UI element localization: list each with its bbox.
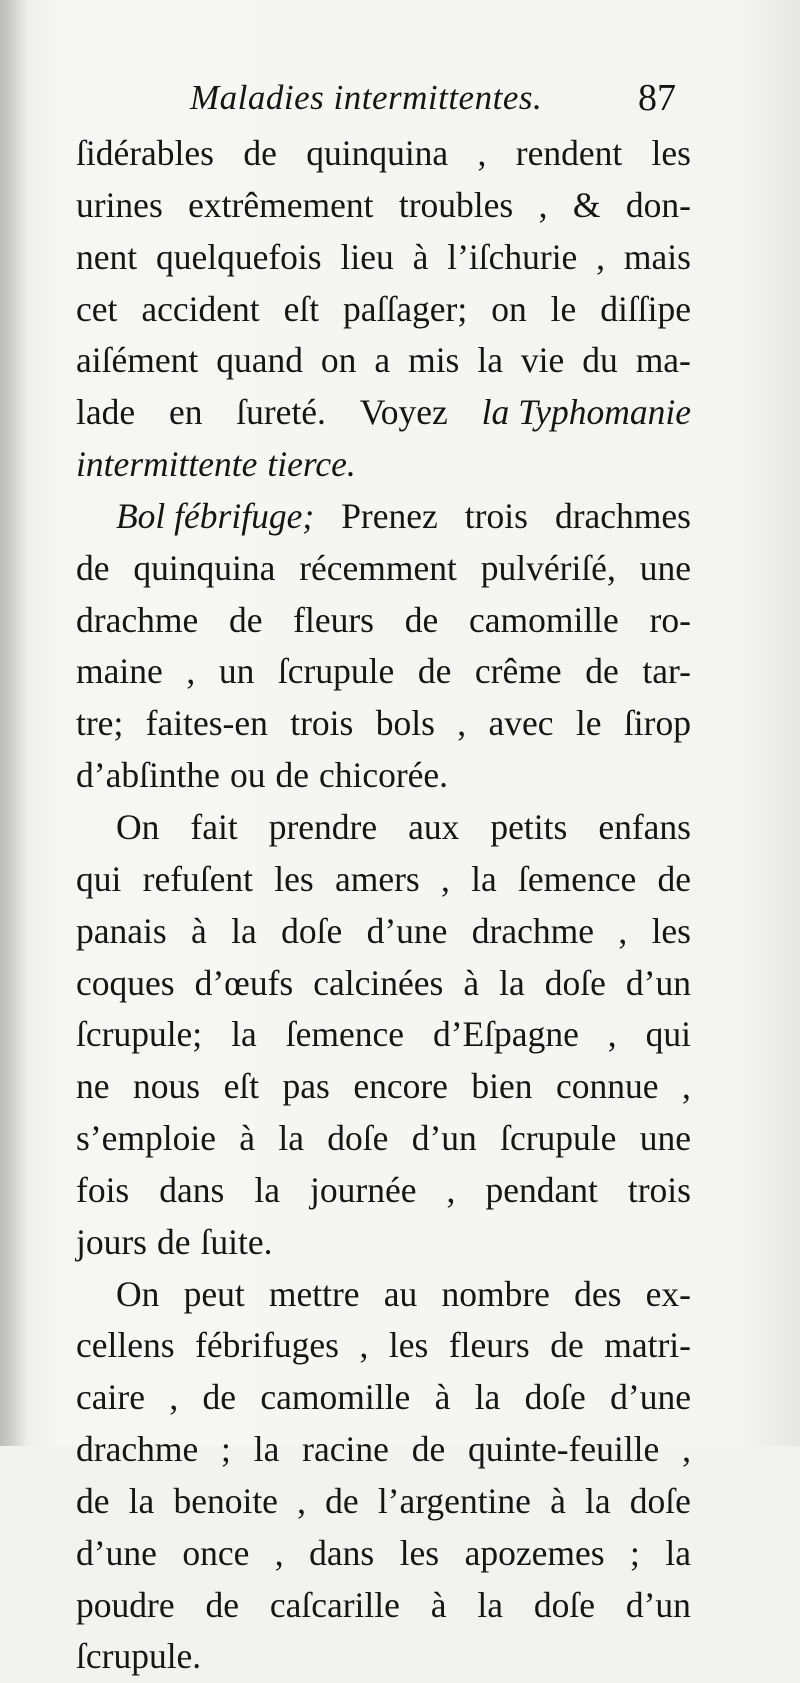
word: crême <box>474 651 562 692</box>
word: , <box>682 1429 691 1470</box>
word: , <box>186 651 196 692</box>
word: camomille <box>468 599 619 640</box>
word: , <box>297 1480 306 1521</box>
word: aux <box>408 806 460 847</box>
word: d’un <box>411 1118 477 1159</box>
word: ; <box>630 1532 640 1573</box>
word: tierce. <box>267 444 356 485</box>
word: dans <box>159 1169 225 1210</box>
word: troubles <box>398 184 514 225</box>
text-line <box>76 1424 691 1476</box>
page-number: 87 <box>638 77 676 119</box>
word: camomille <box>260 1377 411 1418</box>
word: trois <box>627 1169 691 1210</box>
word: de <box>657 858 691 899</box>
word: Voyez <box>359 392 448 433</box>
word: à <box>463 962 480 1003</box>
text-line <box>76 1528 691 1580</box>
word: connue <box>556 1066 659 1107</box>
word: la <box>499 962 525 1003</box>
text-line <box>76 1476 691 1528</box>
word: , <box>359 1325 369 1366</box>
word: d’abſinthe <box>76 755 220 796</box>
word: de <box>411 1429 446 1470</box>
word: , <box>169 1377 179 1418</box>
text-line <box>76 595 691 647</box>
word: & <box>572 184 601 225</box>
word: de <box>157 1221 191 1262</box>
word: la <box>278 1118 304 1159</box>
word: On <box>116 806 160 847</box>
word: vie <box>520 340 565 381</box>
word: ſemence <box>517 858 637 899</box>
word: à <box>550 1480 566 1521</box>
word: bols <box>375 703 435 744</box>
word: de <box>325 1480 359 1521</box>
word: pulvériſé, <box>480 547 616 588</box>
text-line <box>76 958 691 1010</box>
word: amers <box>334 858 420 899</box>
word: matri- <box>604 1325 691 1366</box>
word: à <box>434 1377 451 1418</box>
text-line <box>76 491 691 543</box>
word: lade <box>76 392 136 433</box>
text-line <box>76 180 691 232</box>
text-line <box>76 387 691 439</box>
word: doſe <box>281 910 343 951</box>
text-line <box>76 284 691 336</box>
word: ou <box>229 755 266 796</box>
word: panais <box>76 910 167 951</box>
word: , <box>682 1066 691 1107</box>
word: , <box>446 1169 456 1210</box>
word: extrêmement <box>188 184 374 225</box>
word: la Typhomanie <box>481 392 691 433</box>
spine-shadow <box>0 0 28 1446</box>
word: lieu <box>340 236 394 277</box>
word: journée <box>310 1169 417 1210</box>
word: de <box>417 651 452 692</box>
word: la <box>231 910 257 951</box>
word: a <box>374 340 391 381</box>
word: On <box>116 1273 160 1314</box>
word: aiſément <box>76 340 199 381</box>
word: les <box>651 910 691 951</box>
text-line <box>76 698 691 750</box>
word: cet <box>76 288 118 329</box>
word: quand <box>216 340 303 381</box>
word: de <box>585 651 619 692</box>
word: l’argentine <box>377 1480 531 1521</box>
word: cellens <box>76 1325 175 1366</box>
text-line <box>76 232 691 284</box>
word: les <box>399 1532 440 1573</box>
word: faites-en <box>145 703 268 744</box>
word: pendant <box>485 1169 598 1210</box>
page-header <box>0 78 800 128</box>
text-line <box>76 1009 691 1061</box>
text-line <box>76 1061 691 1113</box>
word: des <box>574 1273 622 1314</box>
text-line <box>76 854 691 906</box>
word: peut <box>183 1273 245 1314</box>
word: pas <box>282 1066 330 1107</box>
word: ſemence <box>285 1014 404 1055</box>
text-line <box>76 750 691 802</box>
word: d’un <box>625 962 691 1003</box>
word: mais <box>623 236 691 277</box>
word: calcinées <box>313 962 444 1003</box>
text-line <box>76 1165 691 1217</box>
word: benoite <box>173 1480 278 1521</box>
word: intermittente <box>76 444 258 485</box>
word: dans <box>309 1532 375 1573</box>
word: la <box>474 1377 501 1418</box>
word: de <box>205 1584 239 1625</box>
word: , <box>440 858 450 899</box>
word: la <box>477 1584 503 1625</box>
word: maine <box>76 651 163 692</box>
word: un <box>218 651 255 692</box>
word: petits <box>490 806 568 847</box>
word: drachme <box>471 910 594 951</box>
word: le <box>550 288 577 329</box>
text-line <box>76 1580 691 1632</box>
word: caſcarille <box>269 1584 400 1625</box>
word: d’une <box>366 910 448 951</box>
word: fébrifuges <box>195 1325 339 1366</box>
word: ex- <box>645 1273 691 1314</box>
text-line <box>76 802 691 854</box>
word: ne <box>76 1066 110 1107</box>
word: à <box>239 1118 256 1159</box>
text-line <box>76 906 691 958</box>
word: d’un <box>625 1584 691 1625</box>
word: refuſent <box>142 858 254 899</box>
text-line <box>76 439 691 491</box>
word: ſcrupule <box>500 1118 617 1159</box>
word: rendent <box>515 133 623 173</box>
word: ſureté. <box>236 392 326 433</box>
text-line <box>76 335 691 387</box>
word: la <box>585 1480 611 1521</box>
word: urines <box>76 184 163 225</box>
word: à <box>430 1584 447 1625</box>
word: coques <box>76 962 175 1003</box>
word: mettre <box>268 1273 360 1314</box>
word: en <box>168 392 203 433</box>
word: les <box>388 1325 429 1366</box>
word: nombre <box>441 1273 550 1314</box>
word: fois <box>76 1169 130 1210</box>
running-title: Maladies intermittentes. <box>190 78 543 117</box>
word: du <box>582 340 618 381</box>
word: de <box>243 133 277 173</box>
word: drachme <box>76 1429 199 1470</box>
word: on <box>491 288 527 329</box>
word: ma- <box>635 340 691 381</box>
word: de <box>404 599 439 640</box>
word: fait <box>190 806 238 847</box>
text-line <box>76 646 691 698</box>
word: don- <box>625 184 691 225</box>
word: la <box>254 1169 281 1210</box>
word: une <box>639 1118 691 1159</box>
text-line <box>76 1631 691 1683</box>
word: fleurs <box>293 599 375 640</box>
word: on <box>320 340 357 381</box>
word: de <box>550 1325 584 1366</box>
word: ſcrupule. <box>76 1636 202 1677</box>
word: les <box>274 858 314 899</box>
text-line <box>76 1269 691 1321</box>
word: ro- <box>649 599 691 640</box>
text-line <box>76 1113 691 1165</box>
text-line <box>76 128 691 180</box>
text-line <box>76 1320 691 1372</box>
word: mis <box>408 340 460 381</box>
word: tar- <box>642 651 691 692</box>
word: nous <box>133 1066 201 1107</box>
word: ſcrupule <box>277 651 395 692</box>
word: la <box>128 1480 155 1521</box>
word: le <box>575 703 602 744</box>
word: ſcrupule; <box>76 1014 203 1055</box>
word: poudre <box>76 1584 175 1625</box>
word: ſuite. <box>200 1221 273 1262</box>
word: tre; <box>76 703 124 744</box>
word: ſidérables <box>76 133 214 173</box>
word: de <box>202 1377 237 1418</box>
word: au <box>383 1273 418 1314</box>
word: quinte-feuille <box>468 1429 660 1470</box>
word: de <box>76 1480 110 1521</box>
word: fleurs <box>448 1325 530 1366</box>
word: d’une <box>76 1532 157 1573</box>
word: doſe <box>629 1480 691 1521</box>
word: drachme <box>76 599 199 640</box>
word: paſſager; <box>343 288 468 329</box>
word: eſt <box>223 1066 260 1107</box>
word: nent <box>76 236 138 277</box>
word: quinquina <box>306 133 449 173</box>
word: l’iſchurie <box>447 236 578 277</box>
word: doſe <box>533 1584 595 1625</box>
word: doſe <box>524 1377 586 1418</box>
word: , <box>457 703 467 744</box>
word: diſſipe <box>600 288 691 329</box>
word: la <box>471 858 497 899</box>
word: bien <box>471 1066 533 1107</box>
word: d’Eſpagne <box>432 1014 579 1055</box>
word: trois <box>464 495 528 536</box>
word: qui <box>76 858 122 899</box>
word: caire <box>76 1377 145 1418</box>
word: les <box>651 133 691 173</box>
text-line <box>76 543 691 595</box>
text-line <box>76 1372 691 1424</box>
word: , <box>607 1014 617 1055</box>
body-text <box>76 128 691 1683</box>
word: de <box>275 755 309 796</box>
word: avec <box>488 703 554 744</box>
word: ; <box>221 1429 231 1470</box>
word: ſirop <box>623 703 691 744</box>
word: , <box>274 1532 284 1573</box>
word: , <box>477 133 487 173</box>
word: quelquefois <box>155 236 322 277</box>
word: chicorée. <box>318 755 449 796</box>
word: d’une <box>610 1377 691 1418</box>
word: qui <box>645 1014 691 1055</box>
word: eſt <box>283 288 320 329</box>
word: récemment <box>299 547 457 588</box>
word: drachmes <box>554 495 691 536</box>
word: de <box>228 599 263 640</box>
word: jours <box>76 1221 147 1262</box>
word: racine <box>302 1429 389 1470</box>
word: à <box>191 910 207 951</box>
word: à <box>412 236 429 277</box>
word: d’œufs <box>194 962 294 1003</box>
word: la <box>231 1014 257 1055</box>
word: trois <box>290 703 354 744</box>
word: , <box>538 184 548 225</box>
word: doſe <box>327 1118 389 1159</box>
word: doſe <box>544 962 606 1003</box>
word: , <box>596 236 606 277</box>
word: once <box>182 1532 250 1573</box>
word: enfans <box>598 806 691 847</box>
word: encore <box>353 1066 448 1107</box>
word: la <box>665 1532 691 1573</box>
word: la <box>477 340 503 381</box>
word: la <box>253 1429 280 1470</box>
word: une <box>639 547 691 588</box>
word: accident <box>141 288 260 329</box>
word: de <box>76 547 110 588</box>
word: Bol fébrifuge; <box>116 495 315 536</box>
word: s’emploie <box>76 1118 216 1159</box>
word: apozemes <box>464 1532 605 1573</box>
text-line <box>76 1217 691 1269</box>
word: Prenez <box>341 495 438 536</box>
word: , <box>618 910 628 951</box>
word: quinquina <box>133 547 276 588</box>
word: prendre <box>268 806 378 847</box>
